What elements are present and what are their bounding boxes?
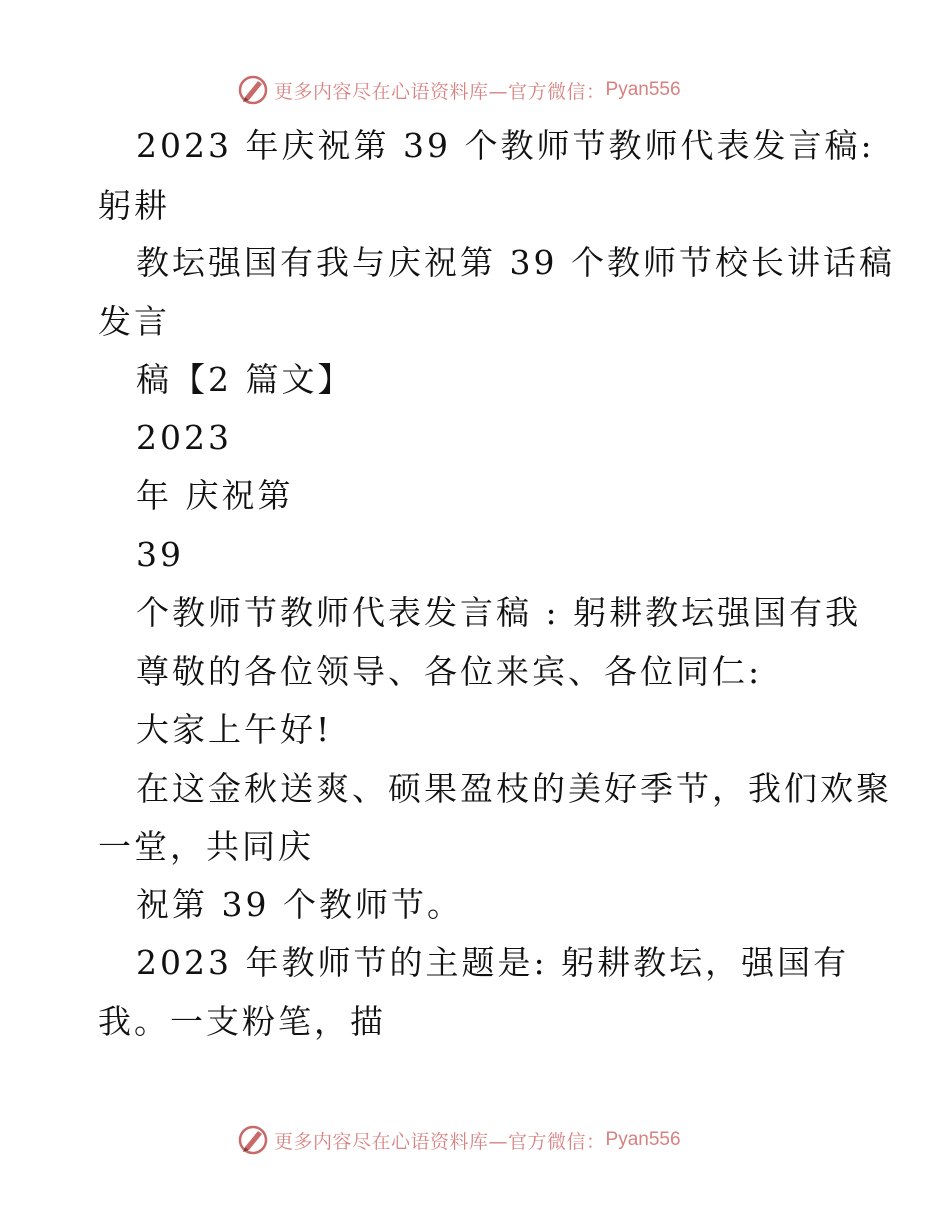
doc-line: 39 xyxy=(136,535,184,574)
pen-seal-logo-icon xyxy=(236,73,270,107)
doc-line: 发言 xyxy=(98,302,170,341)
watermark-text: 更多内容尽在心语资料库—官方微信： xyxy=(274,80,606,103)
watermark-header xyxy=(236,73,681,107)
doc-line: 祝第 39 个教师节。 xyxy=(136,885,463,924)
watermark-text: 更多内容尽在心语资料库—官方微信： xyxy=(274,1130,606,1153)
doc-line: 2023 xyxy=(136,418,232,457)
doc-line: 我。一支粉笔，描 xyxy=(98,1002,386,1041)
pen-seal-logo-icon xyxy=(236,1123,270,1157)
doc-line: 大家上午好! xyxy=(136,710,333,749)
doc-line: 稿【2 篇文】 xyxy=(136,360,354,399)
doc-line: 躬耕 xyxy=(98,186,170,225)
watermark-footer xyxy=(236,1123,681,1157)
doc-line: 在这金秋送爽、硕果盈枝的美好季节，我们欢聚 xyxy=(136,769,892,808)
doc-line: 2023 年教师节的主题是: 躬耕教坛，强国有 xyxy=(136,943,850,982)
watermark-wechat-id: Pyan556 xyxy=(605,79,681,100)
doc-line: 2023 年庆祝第 39 个教师节教师代表发言稿: xyxy=(136,126,875,165)
doc-line: 个教师节教师代表发言稿 : 躬耕教坛强国有我 xyxy=(136,593,862,632)
watermark-wechat-id: Pyan556 xyxy=(605,1129,681,1150)
doc-line: 一堂，共同庆 xyxy=(98,827,314,866)
doc-line: 年 庆祝第 xyxy=(136,476,294,515)
doc-line: 尊敬的各位领导、各位来宾、各位同仁: xyxy=(136,652,763,691)
doc-line: 教坛强国有我与庆祝第 39 个教师节校长讲话稿 xyxy=(136,243,895,282)
